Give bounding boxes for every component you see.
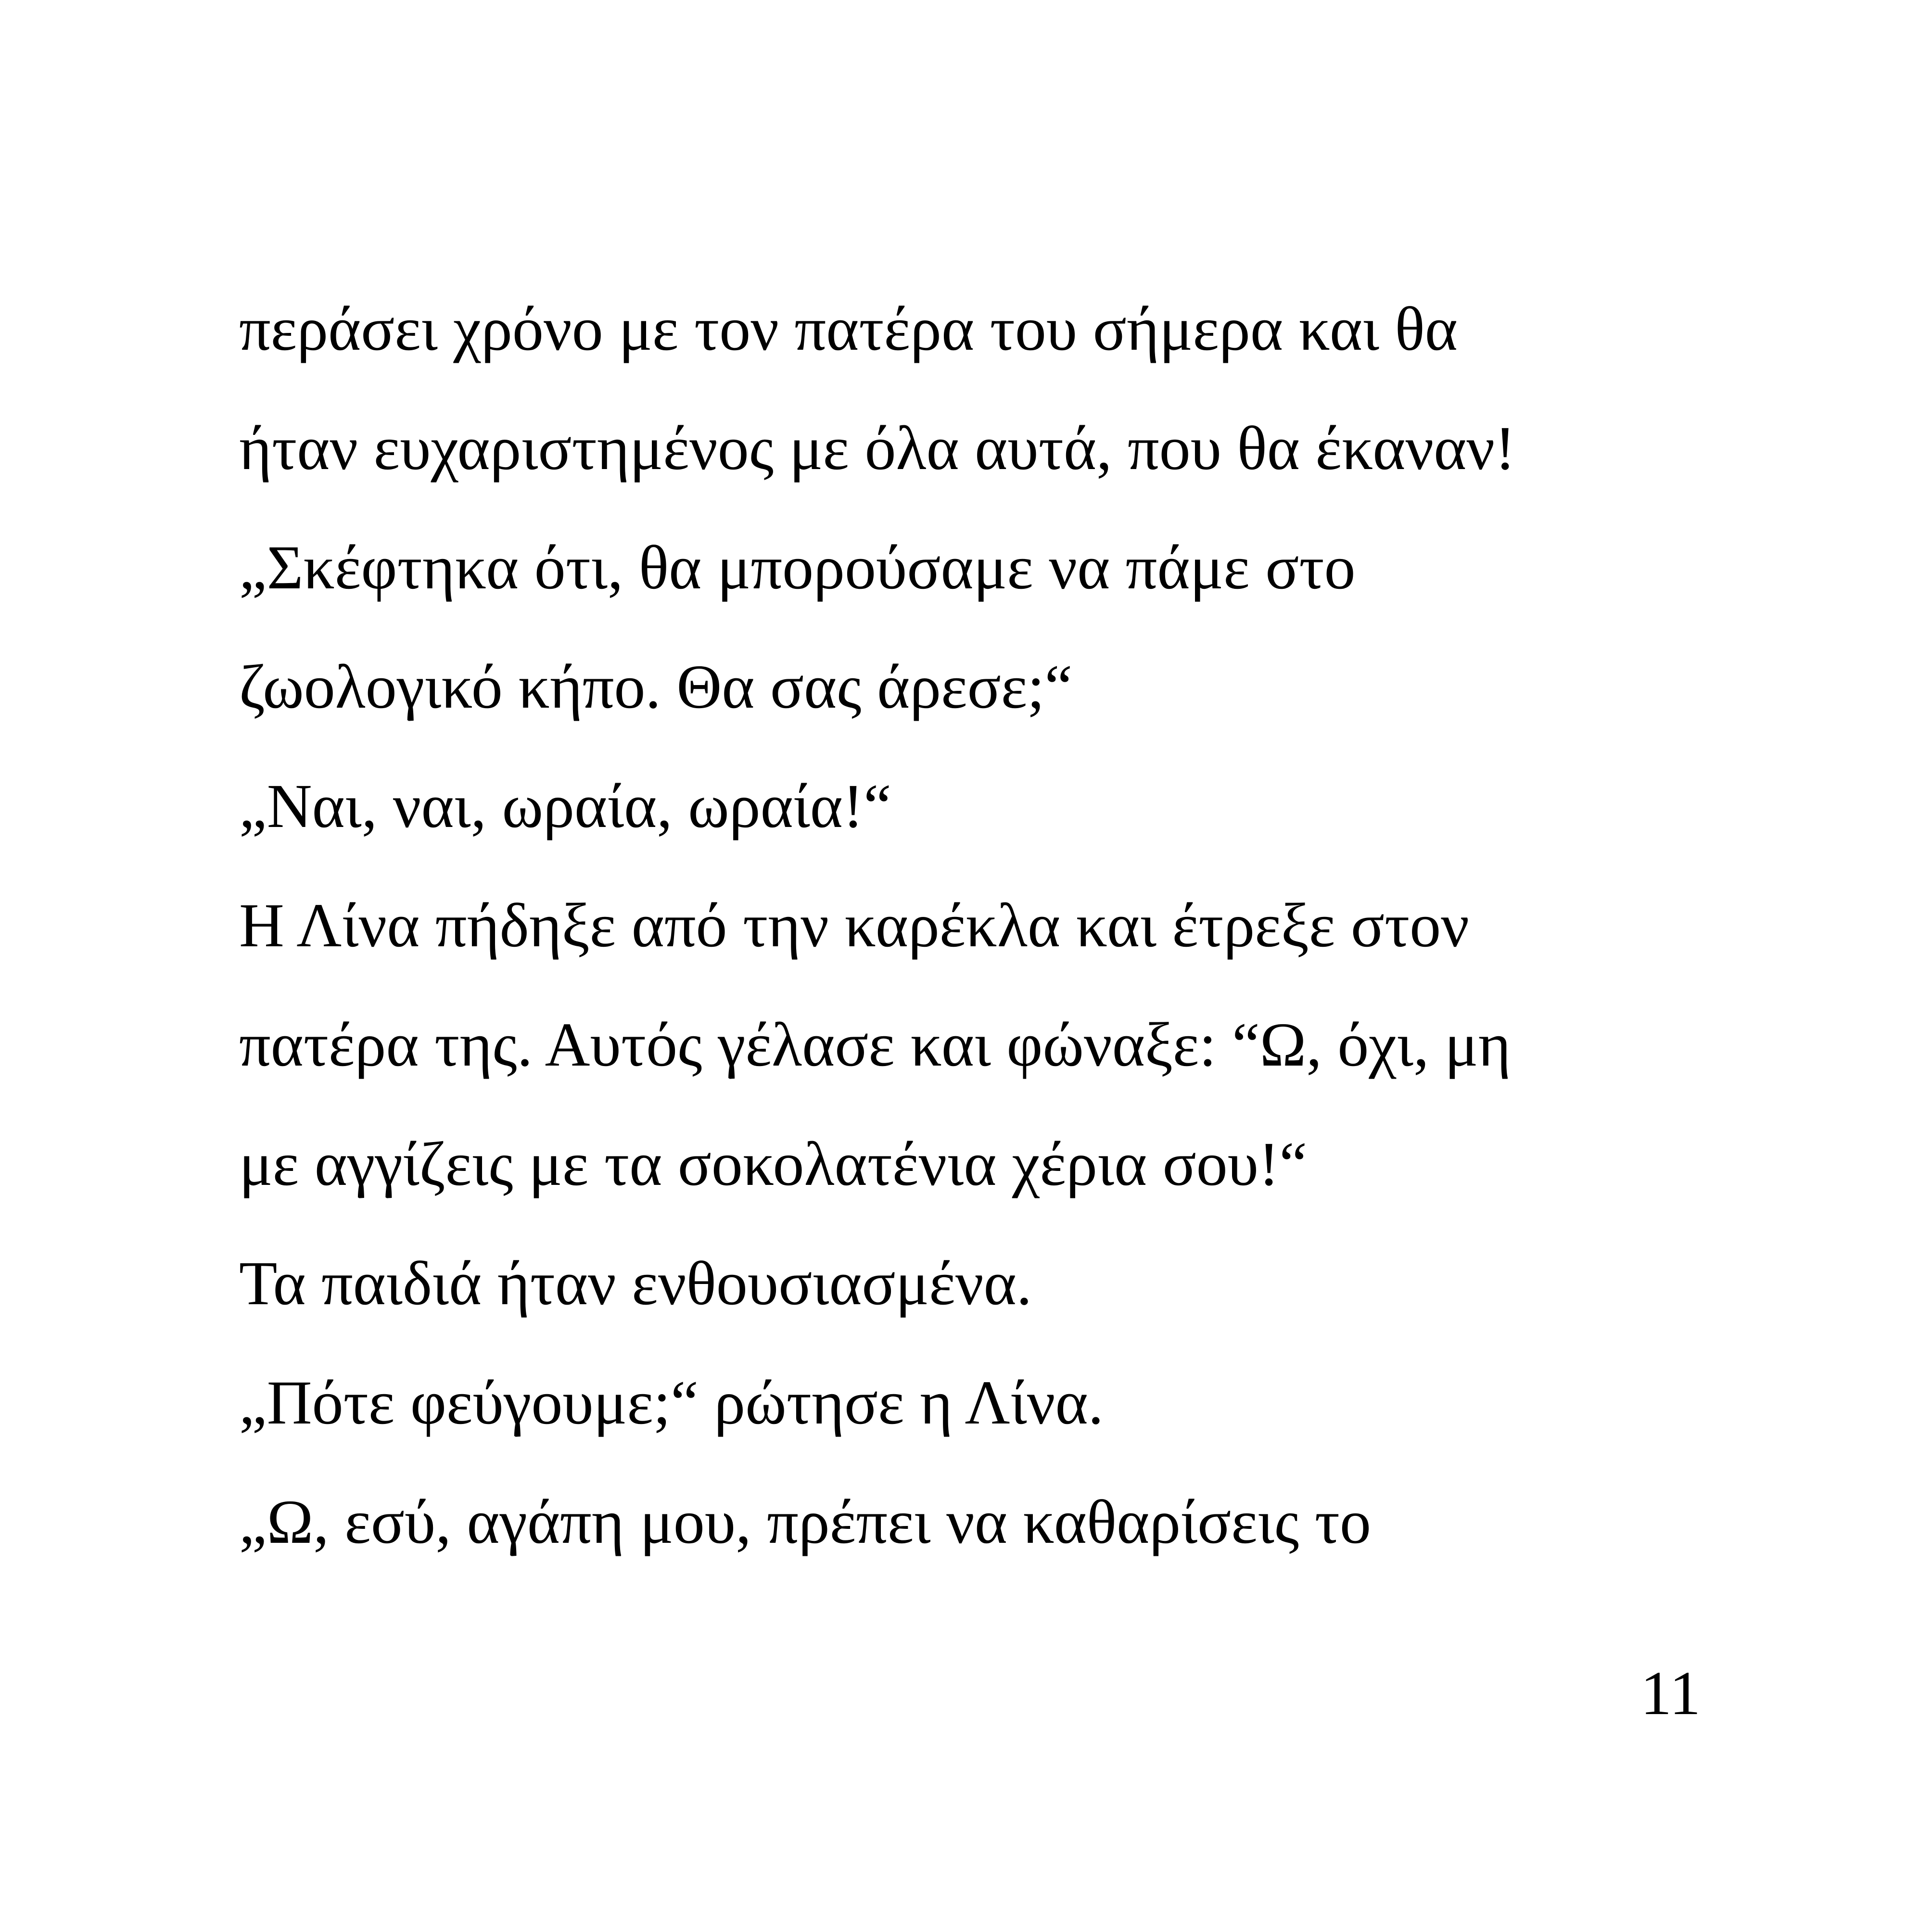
text-line: „Ω, εσύ, αγάπη μου, πρέπει να καθαρίσεις το: [239, 1487, 1371, 1557]
body-text: [239, 269, 1730, 1582]
text-line: Η Λίνα πήδηξε από την καρέκλα και έτρεξε στον: [239, 891, 1469, 960]
text-line: „Σκέφτηκα ότι, θα μπορούσαμε να πάμε στο: [239, 533, 1356, 602]
page-number: 11: [1640, 1659, 1701, 1728]
text-line: „Πότε φεύγουμε;“ ρώτησε η Λίνα.: [239, 1368, 1104, 1437]
text-line: περάσει χρόνο με τον πατέρα του σήμερα και θα: [239, 294, 1458, 364]
text-line: με αγγίζεις με τα σοκολατένια χέρια σου!“: [239, 1130, 1308, 1199]
text-line: „Ναι, ναι, ωραία, ωραία!“: [239, 772, 891, 841]
text-line: Τα παιδιά ήταν ενθουσιασμένα.: [239, 1249, 1032, 1318]
text-line: ήταν ευχαριστημένος με όλα αυτά, που θα έκαναν!: [239, 414, 1516, 483]
text-line: πατέρα της. Αυτός γέλασε και φώναξε: “Ω, όχι, μη: [239, 1010, 1511, 1080]
text-line: ζωολογικό κήπο. Θα σας άρεσε;“: [239, 652, 1073, 722]
